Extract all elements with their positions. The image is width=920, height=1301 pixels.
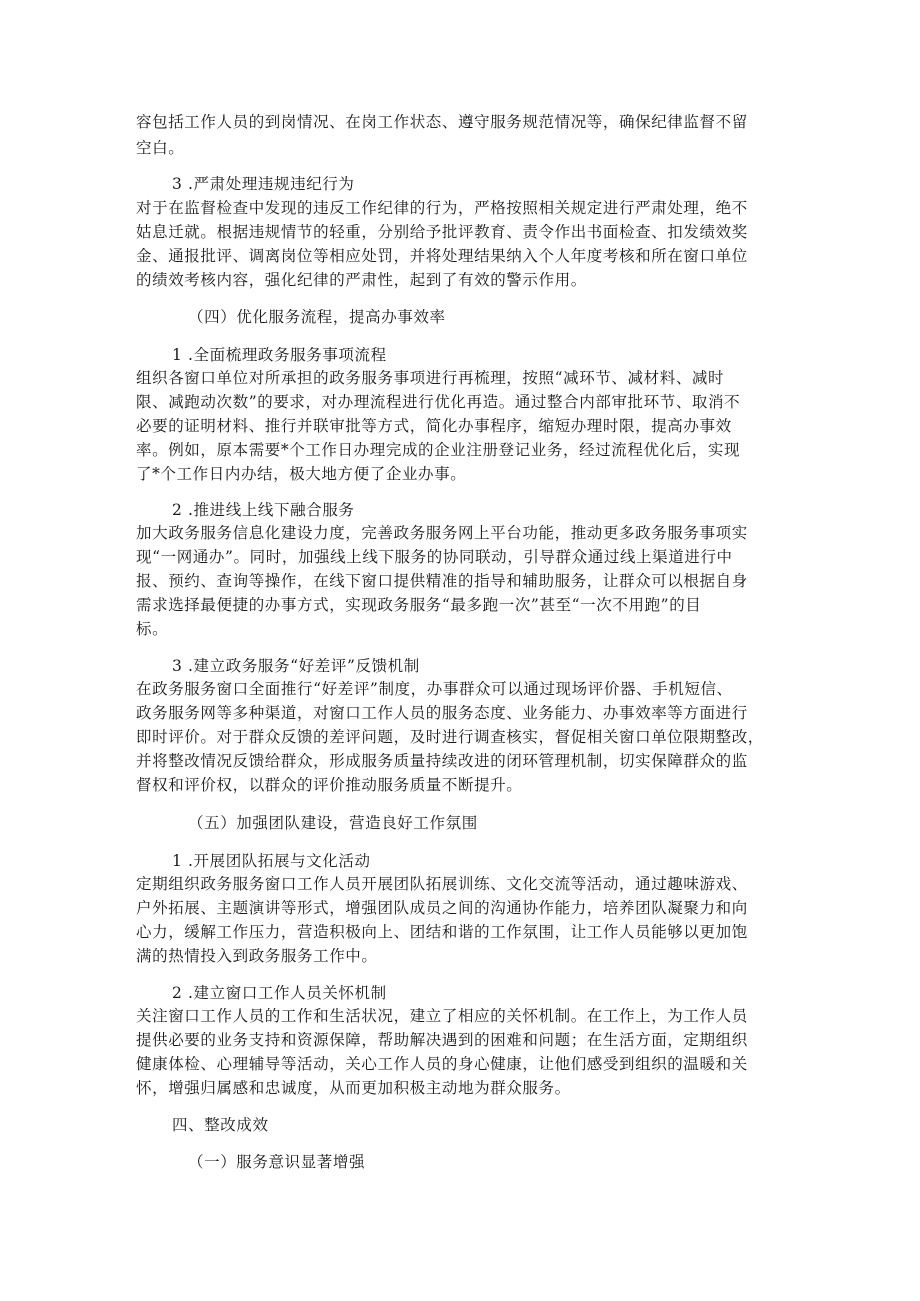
paragraph-line: 需求选择最便捷的办事方式，实现政务服务“最多跑一次”甚至“一次不用跑”的目 bbox=[136, 596, 702, 614]
paragraph-line: 健康体检、心理辅导等活动，关心工作人员的身心健康，让他们感受到组织的温暖和关 bbox=[136, 1055, 748, 1073]
paragraph-line: 组织各窗口单位对所承担的政务服务事项进行再梳理，按照“减环节、减材料、减时 bbox=[136, 369, 725, 387]
paragraph-line: 督权和评价权，以群众的评价推动服务质量不断提升。 bbox=[136, 776, 523, 794]
subheading: 3 .严肃处理违规违纪行为 bbox=[172, 175, 355, 193]
paragraph-line: 空白。 bbox=[136, 139, 185, 157]
paragraph-line: 标。 bbox=[136, 620, 169, 638]
paragraph-line: 心力，缓解工作压力，营造积极向上、团结和谐的工作氛围，让工作人员能够以更加饱 bbox=[136, 923, 748, 941]
subheading: 2 .推进线上线下融合服务 bbox=[172, 501, 355, 519]
paragraph-line: 的绩效考核内容，强化纪律的严肃性，起到了有效的警示作用。 bbox=[136, 271, 587, 289]
paragraph-line: 对于在监督检查中发现的违反工作纪律的行为，严格按照相关规定进行严肃处理，绝不 bbox=[136, 199, 748, 217]
paragraph-line: 户外拓展、主题演讲等形式，增强团队成员之间的沟通协作能力，培养团队凝聚力和向 bbox=[136, 899, 748, 917]
paragraph-line: 了*个工作日内办结，极大地方便了企业办事。 bbox=[136, 465, 467, 483]
paragraph-line: 报、预约、查询等操作，在线下窗口提供精准的指导和辅助服务，让群众可以根据自身 bbox=[136, 572, 748, 590]
paragraph-line: 率。例如，原本需要*个工作日办理完成的企业注册登记业务，经过流程优化后，实现 bbox=[136, 441, 741, 459]
subheading: 1 .全面梳理政务服务事项流程 bbox=[172, 346, 387, 364]
paragraph-line: 提供必要的业务支持和资源保障，帮助解决遇到的困难和问题；在生活方面，定期组织 bbox=[136, 1031, 748, 1049]
paragraph-line: 怀，增强归属感和忠诚度，从而更加积极主动地为群众服务。 bbox=[136, 1079, 571, 1097]
paragraph-line: 并将整改情况反馈给群众，形成服务质量持续改进的闭环管理机制，切实保障群众的监 bbox=[136, 752, 748, 770]
section-heading: （四）优化服务流程，提高办事效率 bbox=[188, 308, 446, 326]
paragraph-line: 必要的证明材料、推行并联审批等方式，简化办事程序，缩短办理时限，提高办事效 bbox=[136, 417, 732, 435]
paragraph-line: 满的热情投入到政务服务工作中。 bbox=[136, 947, 378, 965]
section-heading: （一）服务意识显著增强 bbox=[188, 1153, 366, 1171]
paragraph-line: 容包括工作人员的到岗情况、在岗工作状态、遵守服务规范情况等，确保纪律监督不留 bbox=[136, 113, 748, 131]
paragraph-line: 限、减跑动次数”的要求，对办理流程进行优化再造。通过整合内部审批环节、取消不 bbox=[136, 393, 741, 411]
paragraph-line: 金、通报批评、调离岗位等相应处罚，并将处理结果纳入个人年度考核和所在窗口单位 bbox=[136, 247, 748, 265]
paragraph-line: 现“一网通办”。同时，加强线上线下服务的协同联动，引导群众通过线上渠道进行中 bbox=[136, 548, 733, 566]
paragraph-line: 在政务服务窗口全面推行“好差评”制度，办事群众可以通过现场评价器、手机短信、 bbox=[136, 680, 733, 698]
subheading: 1 .开展团队拓展与文化活动 bbox=[172, 852, 371, 870]
paragraph-line: 加大政务服务信息化建设力度，完善政务服务网上平台功能，推动更多政务服务事项实 bbox=[136, 524, 748, 542]
section-heading: （五）加强团队建设，营造良好工作氛围 bbox=[188, 814, 478, 832]
subheading: 2 .建立窗口工作人员关怀机制 bbox=[172, 984, 387, 1002]
paragraph-line: 即时评价。对于群众反馈的差评问题，及时进行调查核实，督促相关窗口单位限期整改， bbox=[136, 728, 764, 746]
paragraph-line: 姑息迁就。根据违规情节的轻重，分别给予批评教育、责令作出书面检查、扣发绩效奖 bbox=[136, 223, 748, 241]
chapter-heading: 四、整改成效 bbox=[172, 1116, 269, 1134]
paragraph-line: 关注窗口工作人员的工作和生活状况，建立了相应的关怀机制。在工作上，为工作人员 bbox=[136, 1007, 748, 1025]
paragraph-line: 定期组织政务服务窗口工作人员开展团队拓展训练、文化交流等活动，通过趣味游戏、 bbox=[136, 875, 748, 893]
subheading: 3 .建立政务服务“好差评”反馈机制 bbox=[172, 657, 420, 675]
paragraph-line: 政务服务网等多种渠道，对窗口工作人员的服务态度、业务能力、办事效率等方面进行 bbox=[136, 704, 748, 722]
